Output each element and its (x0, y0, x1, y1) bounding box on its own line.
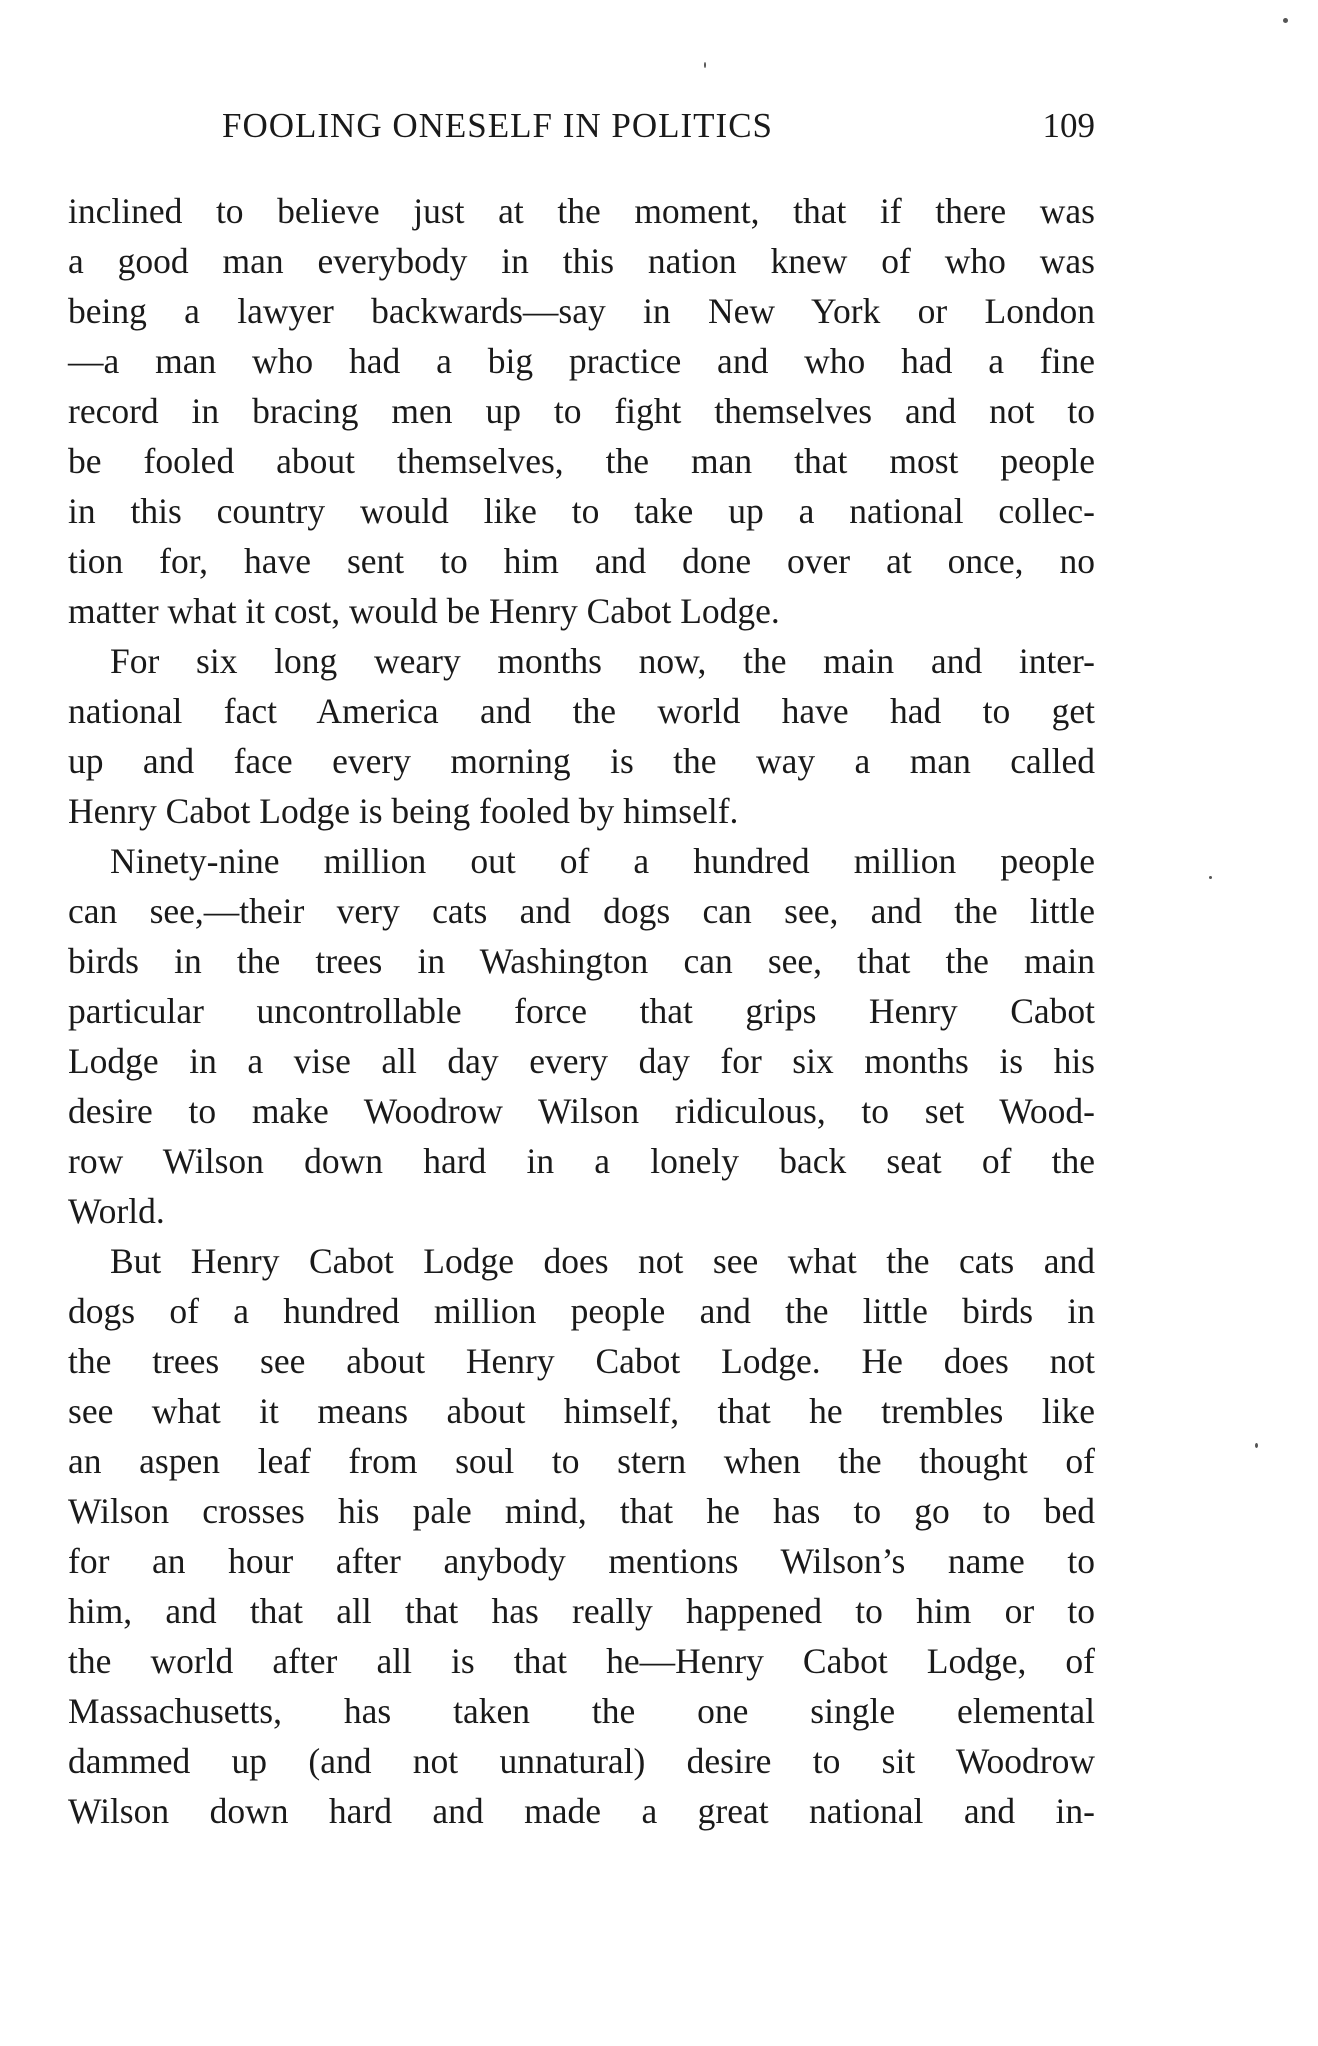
text-line: the trees see about Henry Cabot Lodge. He does not (68, 1341, 1095, 1381)
text-line: Massachusetts, has taken the one single elemental (68, 1691, 1095, 1731)
text-line: Wilson down hard and made a great national and in- (68, 1791, 1095, 1831)
text-line: particular uncontrollable force that grips Henry Cabot (68, 991, 1095, 1031)
running-title: FOOLING ONESELF IN POLITICS (222, 106, 774, 145)
text-line: can see,—their very cats and dogs can see, and the little (68, 891, 1095, 931)
scan-speck (1209, 876, 1212, 879)
text-line: Wilson crosses his pale mind, that he has to go to bed (68, 1491, 1095, 1531)
text-line: birds in the trees in Washington can see, that the main (68, 941, 1095, 981)
text-line: matter what it cost, would be Henry Cabot Lodge. (68, 591, 780, 631)
body-text (68, 186, 1095, 1836)
scan-speck (704, 62, 706, 68)
text-line: see what it means about himself, that he trembles like (68, 1391, 1095, 1431)
text-line: for an hour after anybody mentions Wilson’s name to (68, 1541, 1095, 1581)
text-line: tion for, have sent to him and done over at once, no (68, 541, 1095, 581)
text-line: dammed up (and not unnatural) desire to sit Woodrow (68, 1741, 1095, 1781)
text-line: record in bracing men up to fight themselves and not to (68, 391, 1095, 431)
scan-speck (1283, 18, 1288, 23)
running-head (222, 106, 1095, 160)
page-number: 109 (1042, 106, 1095, 145)
text-line: Henry Cabot Lodge is being fooled by himself. (68, 791, 739, 831)
text-line: in this country would like to take up a national collec- (68, 491, 1095, 531)
text-line: World. (68, 1191, 165, 1231)
text-line: inclined to believe just at the moment, that if there was (68, 191, 1095, 231)
text-line: up and face every morning is the way a man called (68, 741, 1095, 781)
text-line: national fact America and the world have had to get (68, 691, 1095, 731)
text-line: a good man everybody in this nation knew of who was (68, 241, 1095, 281)
text-line: being a lawyer backwards—say in New York or London (68, 291, 1095, 331)
text-line: desire to make Woodrow Wilson ridiculous, to set Wood- (68, 1091, 1095, 1131)
text-line: him, and that all that has really happened to him or to (68, 1591, 1095, 1631)
text-line: But Henry Cabot Lodge does not see what the cats and (110, 1241, 1095, 1281)
text-line: row Wilson down hard in a lonely back seat of the (68, 1141, 1095, 1181)
text-line: For six long weary months now, the main and inter- (110, 641, 1095, 681)
text-line: Ninety-nine million out of a hundred million people (110, 841, 1095, 881)
text-line: the world after all is that he—Henry Cabot Lodge, of (68, 1641, 1095, 1681)
text-line: —a man who had a big practice and who had a fine (68, 341, 1095, 381)
text-line: be fooled about themselves, the man that most people (68, 441, 1095, 481)
text-line: an aspen leaf from soul to stern when the thought of (68, 1441, 1095, 1481)
text-line: Lodge in a vise all day every day for six months is his (68, 1041, 1095, 1081)
scan-speck (1255, 1443, 1258, 1448)
text-line: dogs of a hundred million people and the little birds in (68, 1291, 1095, 1331)
